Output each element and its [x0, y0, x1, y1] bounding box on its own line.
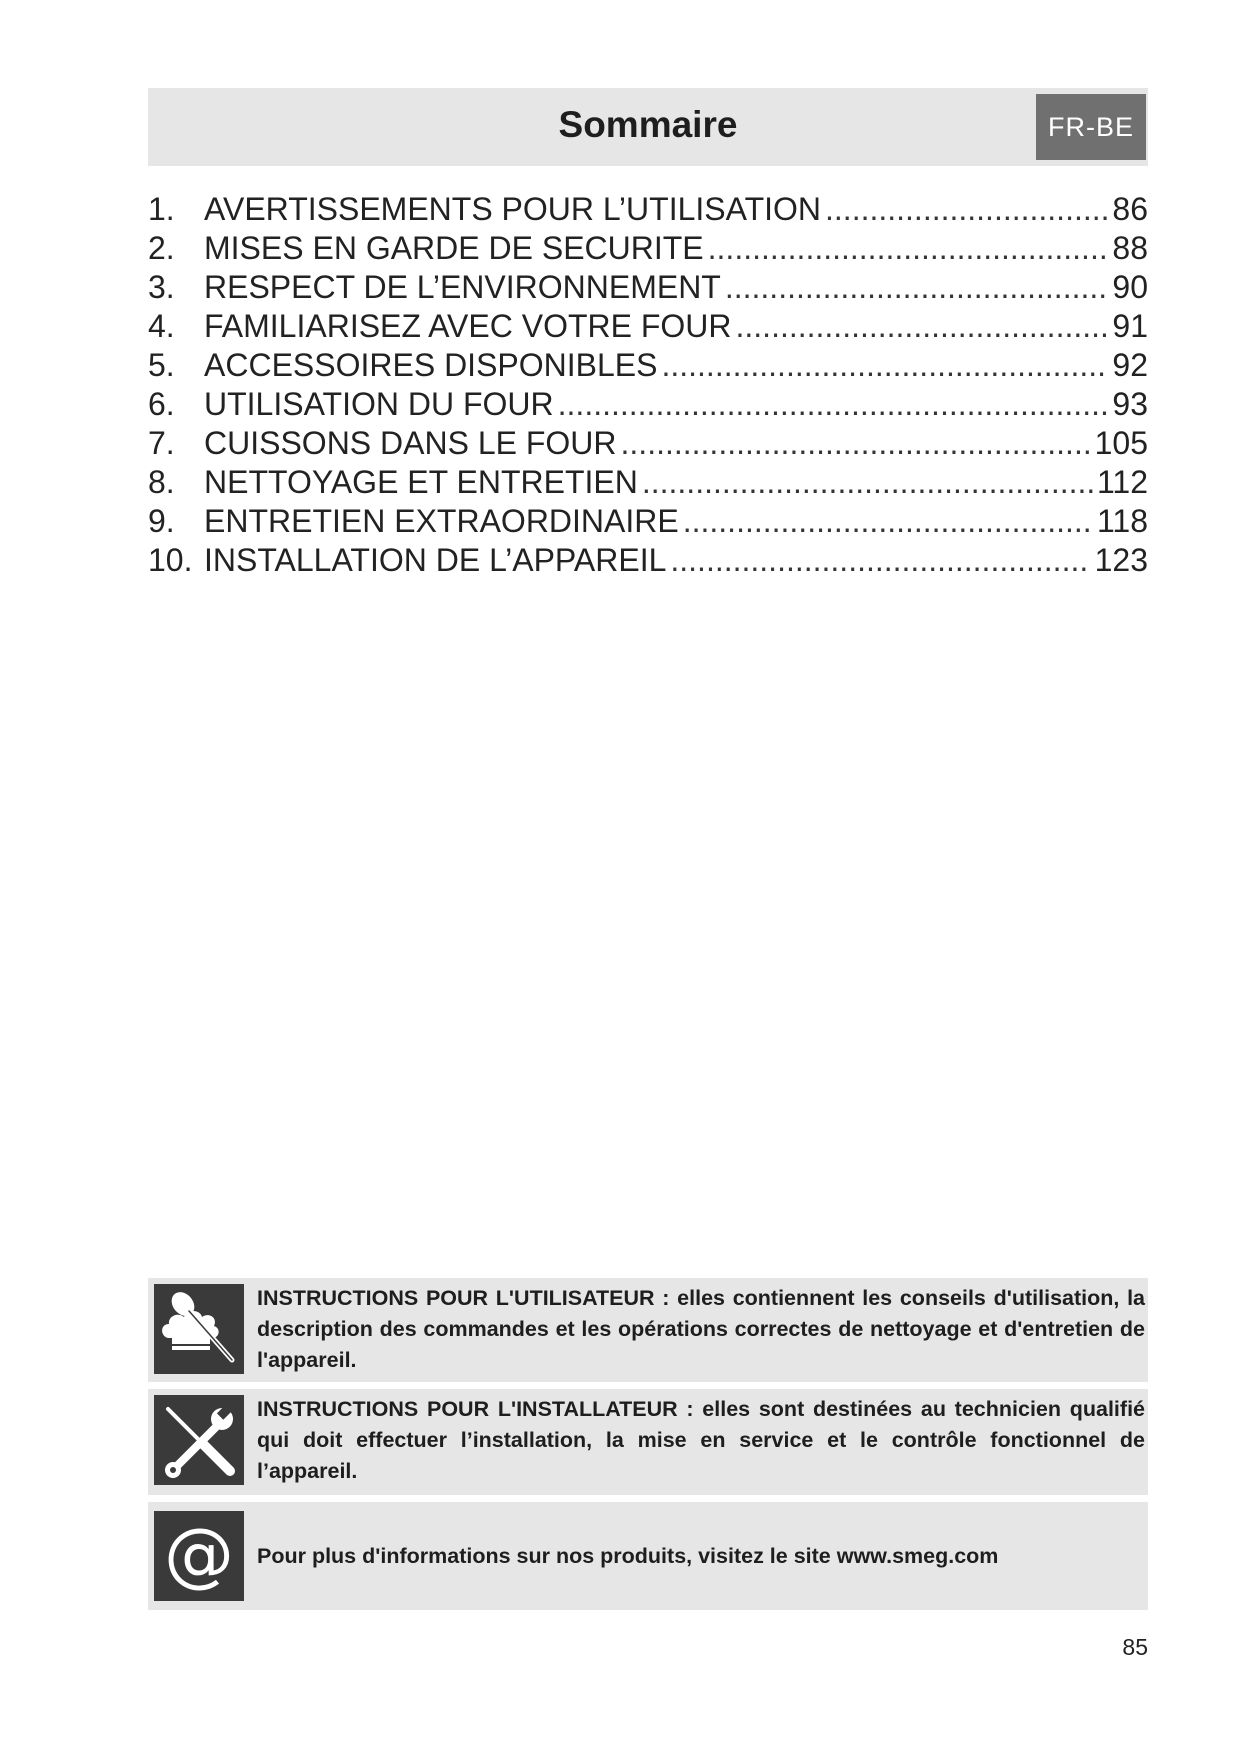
- toc-entry-title: CUISSONS DANS LE FOUR: [204, 425, 617, 461]
- toc-entry[interactable]: [148, 463, 1148, 502]
- toc-entry[interactable]: [148, 307, 1148, 346]
- table-of-contents: [148, 190, 1148, 580]
- toc-entry-page: 105: [1094, 425, 1148, 461]
- toc-entry[interactable]: [148, 190, 1148, 229]
- toc-entry-page: 93: [1112, 386, 1148, 422]
- toc-entry-title: AVERTISSEMENTS POUR L’UTILISATION: [204, 191, 822, 227]
- wrench-screwdriver-icon: [154, 1395, 244, 1485]
- toc-entry-number: 6.: [148, 386, 175, 422]
- toc-entry-number: 3.: [148, 269, 175, 305]
- toc-entry[interactable]: [148, 385, 1148, 424]
- toc-entry-number: 2.: [148, 230, 175, 266]
- toc-entry-title: NETTOYAGE ET ENTRETIEN: [204, 464, 638, 500]
- toc-leader-dots: [642, 463, 1093, 502]
- installer-instructions-box: [148, 1389, 1148, 1495]
- user-instructions-text: INSTRUCTIONS POUR L'UTILISATEUR : elles contiennent les conseils d'utilisation, la description des commandes et les opérations correctes de nettoyage et d'entretien de l'appareil.: [257, 1286, 1145, 1372]
- toc-entry-title: ENTRETIEN EXTRAORDINAIRE: [204, 503, 679, 539]
- toc-entry-page: 123: [1094, 542, 1148, 578]
- at-sign-icon: [154, 1511, 244, 1601]
- toc-entry-number: 8.: [148, 464, 175, 500]
- toc-leader-dots: [736, 307, 1109, 346]
- toc-leader-dots: [825, 190, 1108, 229]
- website-info-text: Pour plus d'informations sur nos produits, visitez le site www.smeg.com: [257, 1544, 999, 1568]
- toc-entry-page: 118: [1096, 503, 1148, 539]
- toc-entry-number: 4.: [148, 308, 175, 344]
- page-title: Sommaire: [558, 104, 738, 145]
- toc-entry-page: 86: [1112, 191, 1148, 227]
- toc-entry-title: FAMILIARISEZ AVEC VOTRE FOUR: [204, 308, 732, 344]
- toc-entry-title: ACCESSOIRES DISPONIBLES: [204, 347, 658, 383]
- toc-entry-title: UTILISATION DU FOUR: [204, 386, 554, 422]
- toc-leader-dots: [621, 424, 1091, 463]
- toc-entry-number: 7.: [148, 425, 175, 461]
- chef-hat-spoon-icon: [154, 1284, 244, 1374]
- toc-leader-dots: [683, 502, 1093, 541]
- toc-entry-title: INSTALLATION DE L’APPAREIL: [204, 542, 667, 578]
- toc-leader-dots: [661, 346, 1108, 385]
- toc-entry[interactable]: [148, 541, 1148, 580]
- toc-leader-dots: [558, 385, 1109, 424]
- toc-leader-dots: [708, 229, 1109, 268]
- installer-instructions-text: INSTRUCTIONS POUR L'INSTALLATEUR : elles sont destinées au technicien qualifié qui doit effectuer l’installation, la mise en service et le contrôle fonctionnel de l’appareil.: [257, 1397, 1145, 1483]
- header-band: [148, 88, 1148, 166]
- toc-entry[interactable]: [148, 268, 1148, 307]
- language-badge: FR-BE: [1036, 94, 1146, 160]
- toc-leader-dots: [725, 268, 1109, 307]
- toc-entry-page: 88: [1112, 230, 1148, 266]
- toc-entry-page: 112: [1096, 464, 1148, 500]
- toc-entry-title: MISES EN GARDE DE SECURITE: [204, 230, 704, 266]
- page-number: 85: [1122, 1634, 1148, 1660]
- toc-entry[interactable]: [148, 346, 1148, 385]
- svg-text:@: @: [164, 1513, 234, 1595]
- toc-entry-number: 9.: [148, 503, 175, 539]
- toc-entry[interactable]: [148, 424, 1148, 463]
- toc-entry-page: 92: [1112, 347, 1148, 383]
- toc-entry[interactable]: [148, 502, 1148, 541]
- toc-leader-dots: [670, 541, 1090, 580]
- toc-entry-number: 1.: [148, 191, 175, 227]
- toc-entry-title: RESPECT DE L’ENVIRONNEMENT: [204, 269, 721, 305]
- toc-entry-page: 91: [1112, 308, 1148, 344]
- user-instructions-box: [148, 1278, 1148, 1382]
- toc-entry-page: 90: [1112, 269, 1148, 305]
- toc-entry-number: 5.: [148, 347, 175, 383]
- toc-entry-number: 10.: [148, 542, 193, 578]
- website-info-box: [148, 1502, 1148, 1610]
- toc-entry[interactable]: [148, 229, 1148, 268]
